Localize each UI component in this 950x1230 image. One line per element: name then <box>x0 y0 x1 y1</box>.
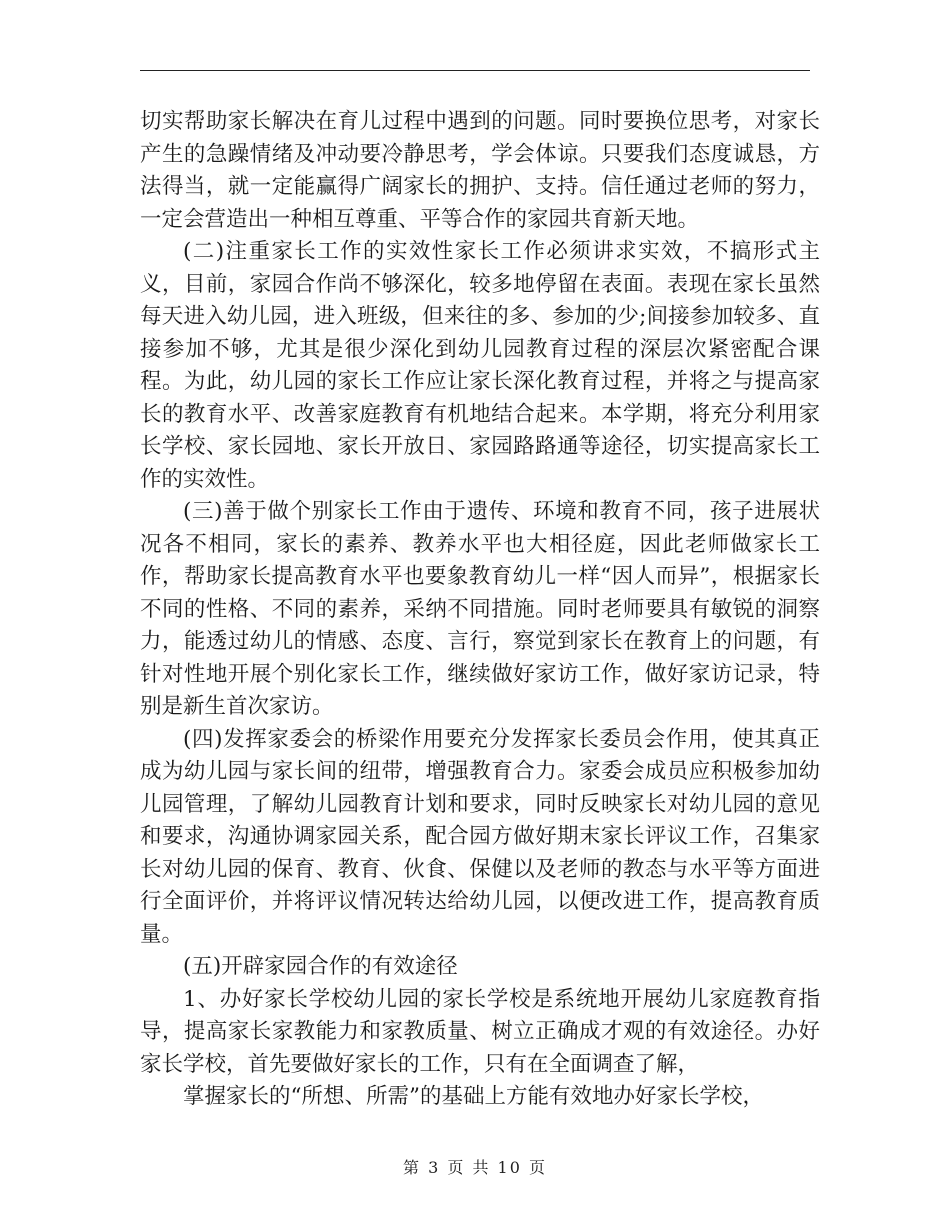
paragraph-1: 切实帮助家长解决在育儿过程中遇到的问题。同时要换位思考，对家长产生的急躁情绪及冲动要冷静思考，学会体谅。只要我们态度诚恳，方法得当，就一定能赢得广阔家长的拥护、支持。信任通过老师的努力，一定会营造出一种相互尊重、平等合作的家园共育新天地。 <box>140 109 820 232</box>
paragraph-7: 掌握家长的“所想、所需”的基础上方能有效地办好家长学校， <box>183 1084 764 1109</box>
header-rule <box>140 70 810 71</box>
paragraph-2: (二)注重家长工作的实效性家长工作必须讲求实效，不搞形式主义，目前，家园合作尚不够深化，较多地停留在表面。表现在家长虽然每天进入幼儿园，进入班级，但来往的多、参加的少;间接参加较多、直接参加不够，尤其是很少深化到幼儿园教育过程的深层次紧密配合课程。为此，幼儿园的家长工作应让家长深化教育过程，并将之与提高家长的教育水平、改善家庭教育有机地结合起来。本学期，将充分利用家长学校、家长园地、家长开放日、家园路路通等途径，切实提高家长工作的实效性。 <box>140 239 820 492</box>
paragraph-4: (四)发挥家委会的桥梁作用要充分发挥家长委员会作用，使其真正成为幼儿园与家长间的纽带，增强教育合力。家委会成员应积极参加幼儿园管理，了解幼儿园教育计划和要求，同时反映家长对幼儿园的意见和要求，沟通协调家园关系，配合园方做好期末家长评议工作，召集家长对幼儿园的保育、教育、伙食、保健以及老师的教态与水平等方面进行全面评价，并将评议情况转达给幼儿园，以便改进工作，提高教育质量。 <box>140 726 820 947</box>
document-body <box>140 106 820 1114</box>
page-number-footer: 第 3 页 共 10 页 <box>403 1158 547 1177</box>
paragraph-6: 1、办好家长学校幼儿园的家长学校是系统地开展幼儿家庭教育指导，提高家长家教能力和家教质量、树立正确成才观的有效途径。办好家长学校，首先要做好家长的工作，只有在全面调查了解， <box>140 986 820 1077</box>
section-heading-5: (五)开辟家园合作的有效途径 <box>183 954 458 979</box>
paragraph-3: (三)善于做个别家长工作由于遗传、环境和教育不同，孩子进展状况各不相同，家长的素养、教养水平也大相径庭，因此老师做家长工作，帮助家长提高教育水平也要象教育幼儿一样“因人而异”，根据家长不同的性格、不同的素养，采纳不同措施。同时老师要具有敏锐的洞察力，能透过幼儿的情感、态度、言行，察觉到家长在教育上的问题，有针对性地开展个别化家长工作，继续做好家访工作，做好家访记录，特别是新生首次家访。 <box>140 499 820 719</box>
